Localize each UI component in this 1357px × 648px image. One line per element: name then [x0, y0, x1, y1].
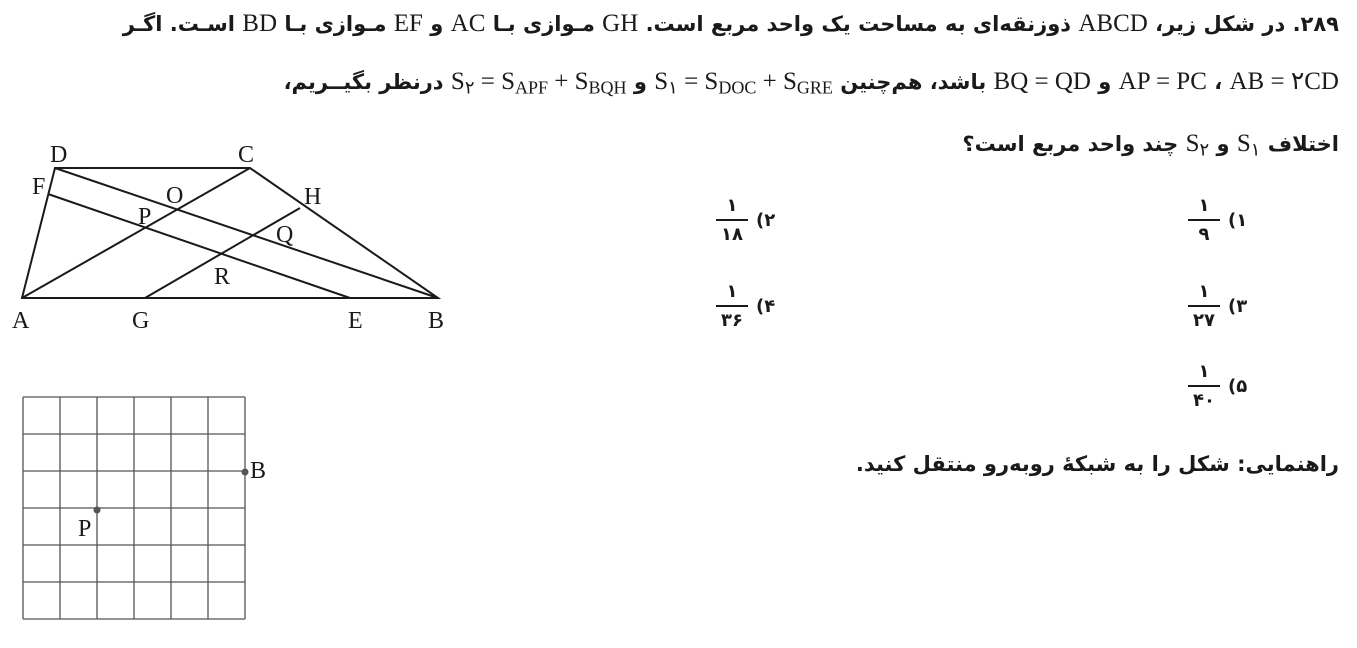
grid-svg — [0, 380, 300, 643]
hint-text: راهنمایی: شکل را به شبکهٔ روبه‌رو منتقل کنید. — [855, 452, 1339, 476]
option-label: (۲ — [756, 209, 776, 231]
option-4[interactable]: $\frac{۱}{۳۶}$ (۴ — [716, 276, 775, 336]
math-bq-eq: BQ = QD — [993, 68, 1091, 95]
grid-label-B: B — [250, 458, 267, 484]
text-segment: ، — [1214, 70, 1223, 94]
math-ab-eq: AB = ۲CD — [1229, 68, 1339, 95]
question-number: ۲۸۹. — [1292, 12, 1339, 36]
option-label: (۵ — [1228, 375, 1248, 397]
text-segment: درنظر بگیــریم، — [283, 70, 444, 94]
grid-label-P: P — [78, 516, 92, 542]
text-segment: و — [430, 12, 444, 36]
math-gh: GH — [602, 10, 639, 37]
option-label: (۱ — [1228, 209, 1248, 231]
text-segment: ذوزنقه‌ای به مساحت یک واحد مربع است. — [645, 12, 1072, 36]
label-R: R — [214, 264, 231, 290]
math-s2-eq: $S_۲ = S_{APF} + S_{BQH}$ — [450, 68, 627, 98]
option-2[interactable]: $\frac{۱}{۱۸}$ (۲ — [716, 190, 775, 250]
option-5[interactable]: $\frac{۱}{۴۰}$ (۵ — [1188, 356, 1247, 416]
text-segment: مـوازی بـا — [284, 12, 387, 36]
label-E: E — [348, 308, 363, 334]
label-F: F — [32, 174, 46, 200]
text-segment: در شکل زیر، — [1155, 12, 1286, 36]
math-bd: BD — [242, 10, 277, 37]
label-P: P — [138, 204, 152, 230]
math-s1: $S_۱$ — [1236, 130, 1261, 160]
text-segment: اسـت. اگـر — [122, 12, 235, 36]
problem-line-2 — [9, 66, 1339, 99]
label-G: G — [132, 308, 150, 334]
question-text: اختلاف $S_۱$ و $S_۲$ چند واحد مربع است؟ — [962, 130, 1339, 160]
math-s1-eq: $S_۱ = S_{DOC} + S_{GRE}$ — [654, 68, 833, 98]
trapezoid-svg — [0, 138, 470, 348]
text-segment: و — [1098, 70, 1112, 94]
diagonal-bd — [55, 168, 438, 298]
text-segment: باشد، هم‌چنین — [840, 70, 987, 94]
math-ef: EF — [393, 10, 423, 37]
math-s2: $S_۲$ — [1185, 130, 1210, 160]
label-D: D — [50, 142, 68, 168]
label-O: O — [166, 183, 184, 209]
label-Q: Q — [276, 222, 294, 248]
grid-point-B — [242, 469, 249, 476]
text-segment: و — [633, 70, 647, 94]
option-1[interactable]: $\frac{۱}{۹}$ (۱ — [1188, 190, 1247, 250]
label-C: C — [238, 142, 255, 168]
label-A: A — [12, 308, 30, 334]
option-3[interactable]: $\frac{۱}{۲۷}$ (۳ — [1188, 276, 1247, 336]
problem-line-1 — [9, 10, 1339, 38]
math-ap-eq: AP = PC — [1118, 68, 1207, 95]
grid-point-P — [94, 507, 101, 514]
math-ac: AC — [450, 10, 486, 37]
grid-figure — [0, 380, 300, 643]
math-shape-abcd: ABCD — [1078, 10, 1148, 37]
label-H: H — [304, 184, 322, 210]
trapezoid-figure — [0, 138, 470, 348]
option-label: (۳ — [1228, 295, 1248, 317]
label-B: B — [428, 308, 445, 334]
option-label: (۴ — [756, 295, 776, 317]
text-segment: مـوازی بـا — [492, 12, 595, 36]
